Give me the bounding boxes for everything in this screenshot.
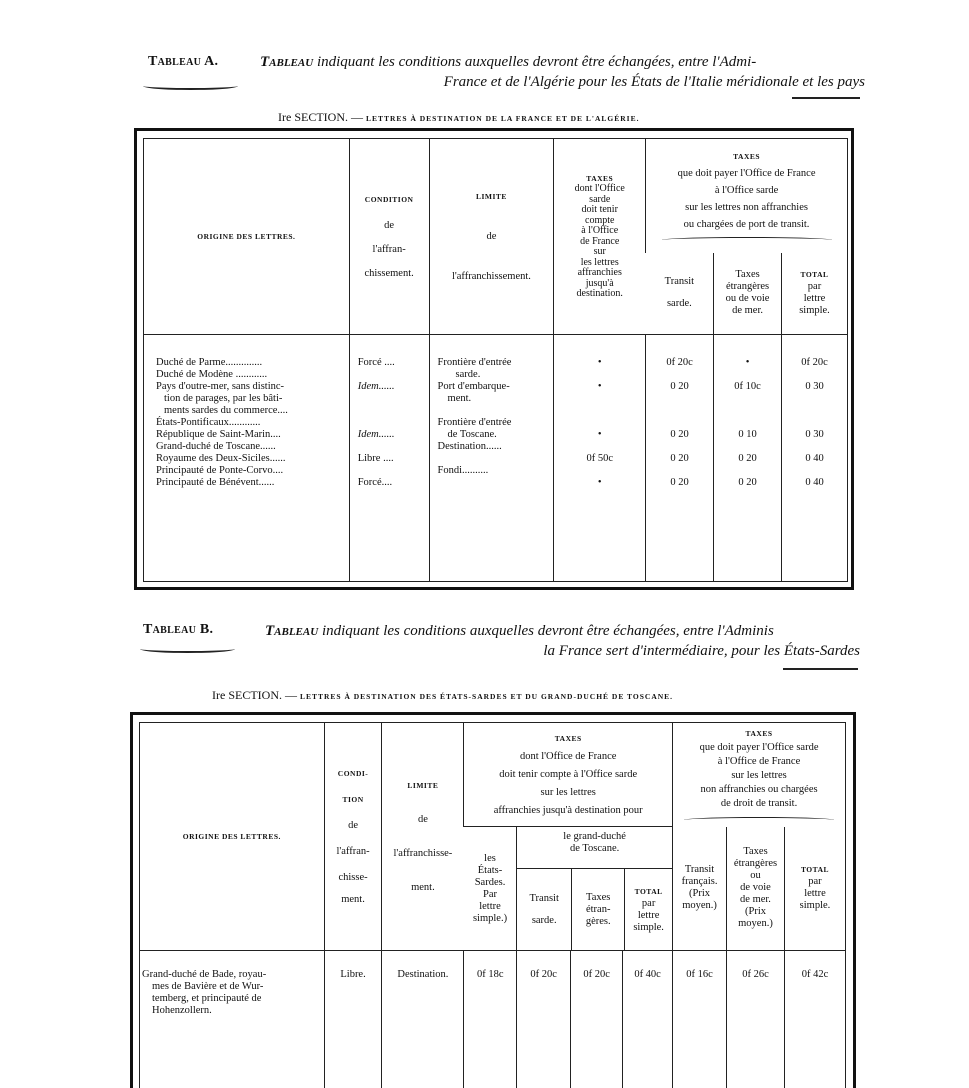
a-ts-h2: sarde xyxy=(589,193,611,205)
b-col-condition xyxy=(324,723,382,951)
b-t1-h2: lettre xyxy=(637,909,660,921)
a-r0-o0: Duché de Parme.............. xyxy=(156,357,263,368)
a-r4-etr: 0 20 xyxy=(738,477,757,488)
a-tr-h1: sarde. xyxy=(666,298,692,310)
b-o2: temberg, et principauté de xyxy=(152,993,262,1004)
tableau-a-title-lead: Tableau xyxy=(260,54,314,70)
tableau-b-flourish xyxy=(140,645,235,653)
tableau-a-table xyxy=(143,138,848,582)
a-r3-sarde: 0f 50c xyxy=(586,453,613,464)
b-ev-h2: ou xyxy=(750,870,761,882)
b-ts-h2: à l'Office de France xyxy=(717,755,801,767)
a-r4-l0: Fondi.......... xyxy=(437,465,489,476)
a-tot-h2: lettre xyxy=(803,293,826,305)
b-tos-h0: le grand-duché xyxy=(563,831,626,842)
a-tot-h0: TOTAL xyxy=(800,270,829,280)
a-r0-transit: 0f 20c xyxy=(666,357,693,368)
tableau-a-section-label: Ire SECTION. — xyxy=(278,110,363,124)
tableau-a-label: Tableau A. xyxy=(148,54,219,69)
b-es-h1: États- xyxy=(477,864,503,876)
a-ts-h11: destination. xyxy=(576,288,623,299)
b-body-limite: Destination. xyxy=(382,951,464,1088)
b-body-origine xyxy=(140,951,325,1088)
b-tf2-h2: (Prix xyxy=(689,888,711,900)
a-r0-l1: sarde. xyxy=(455,369,481,380)
b-cond-h2: de xyxy=(348,819,358,831)
b-col-taxes-sarde xyxy=(673,723,846,827)
b-body-total2: 0f 42c xyxy=(784,951,845,1088)
a-ts-h9: affranchies xyxy=(577,267,622,278)
a-r2-l0: Frontière d'entrée xyxy=(437,417,512,428)
b-trs-h0: Transit xyxy=(529,892,559,904)
tableau-a-flourish xyxy=(143,82,238,90)
b-t2-h3: simple. xyxy=(799,900,831,912)
b-lim-h0: LIMITE xyxy=(407,780,439,790)
a-ts-h5: à l'Office xyxy=(581,225,619,236)
a-r1-sarde: • xyxy=(597,381,602,392)
a-col-total xyxy=(782,253,848,335)
a-col-etrangeres xyxy=(714,253,782,335)
a-r2-l1: de Toscane. xyxy=(447,429,497,440)
b-body-total: 0f 40c xyxy=(623,951,673,1088)
a-ts-h1: dont l'Office xyxy=(574,183,625,194)
a-r1-o1: tion de parages, par les bâti- xyxy=(164,393,283,404)
a-lim-h0: LIMITE xyxy=(475,191,507,201)
tableau-b-title-line2: la France sert d'intermédiaire, pour les États-Sardes xyxy=(543,643,860,659)
a-r0-o1: Duché de Modène ............ xyxy=(156,369,268,380)
b-t1-h0: TOTAL xyxy=(634,886,663,896)
b-ev-h3: de voie xyxy=(740,882,771,894)
b-es-h5: simple.) xyxy=(472,912,508,924)
a-ts-h8: les lettres xyxy=(580,256,619,268)
b-col-origine: ORIGINE DES LETTRES. xyxy=(140,723,325,951)
b-lim-h2: l'affranchisse- xyxy=(393,847,453,859)
a-r1-etr: 0f 10c xyxy=(734,381,761,392)
b-o1: mes de Bavière et de Wur- xyxy=(152,981,264,992)
a-r3-l0: Destination...... xyxy=(437,441,502,452)
tableau-a-title-line2: France et de l'Algérie pour les États de l'Italie méridionale et les pays xyxy=(443,74,865,90)
a-r3-total: 0 40 xyxy=(805,453,824,464)
b-body-transit-fr: 0f 16c xyxy=(673,951,727,1088)
a-tf-h2: à l'Office sarde xyxy=(714,185,779,197)
b-tf2-h0: Transit xyxy=(684,864,715,876)
a-r4-transit: 0 20 xyxy=(670,477,689,488)
b-body-etats: 0f 18c xyxy=(464,951,517,1088)
tableau-a-section-sub: LETTRES À DESTINATION DE LA FRANCE ET DE L'ALGÉRIE. xyxy=(365,114,640,123)
b-cond-h1: TION xyxy=(342,794,364,804)
b-t2-h2: lettre xyxy=(804,888,826,900)
b-cond-h3: l'affran- xyxy=(336,845,370,857)
a-r3-o1: Royaume des Deux-Siciles...... xyxy=(156,453,286,464)
b-body xyxy=(140,951,846,1088)
a-tf-h0: TAXES xyxy=(733,152,761,162)
a-r4-total: 0 40 xyxy=(805,477,824,488)
b-sub-etr xyxy=(571,869,624,950)
a-r1-transit: 0 20 xyxy=(670,381,689,392)
b-ts-h3: sur les lettres xyxy=(731,769,787,781)
a-r4-o1: Principauté de Bénévent...... xyxy=(156,477,275,488)
a-col-taxes-sarde xyxy=(554,139,646,335)
b-col-transit-fr xyxy=(673,827,727,951)
a-tf-h3: sur les lettres non affranchies xyxy=(685,202,808,214)
tableau-b-title-lead: Tableau xyxy=(265,623,319,639)
a-r3-etr: 0 20 xyxy=(738,453,757,464)
a-r1-o0: Pays d'outre-mer, sans distinc- xyxy=(156,381,285,392)
b-toscane-head xyxy=(517,827,672,869)
a-et-h2: ou de voie xyxy=(725,293,770,305)
b-t2-h1: par xyxy=(808,876,822,888)
b-ev-h6: moyen.) xyxy=(738,918,773,930)
a-r2-sarde: • xyxy=(597,429,602,440)
b-tf-h4: affranchies jusqu'à destination pour xyxy=(493,804,643,816)
b-es-h2: Sardes. xyxy=(474,876,506,888)
a-body-etr xyxy=(714,335,782,582)
b-tos-h1: de Toscane. xyxy=(570,843,620,854)
tableau-a-rule xyxy=(792,97,860,99)
tableau-b-table xyxy=(139,722,846,1088)
b-trs-h1: sarde. xyxy=(531,914,557,926)
b-ts-h1: que doit payer l'Office sarde xyxy=(699,741,819,753)
b-cond-h4: chisse- xyxy=(338,871,368,883)
b-col-voie xyxy=(727,827,785,951)
a-body-sarde xyxy=(554,335,646,582)
b-ev-h1: étrangères xyxy=(733,858,778,870)
a-cond-h0: CONDITION xyxy=(364,194,414,204)
a-r2-o0: États-Pontificaux............ xyxy=(156,417,261,428)
a-col-origine: ORIGINE DES LETTRES. xyxy=(144,139,350,335)
a-r3-transit: 0 20 xyxy=(670,453,689,464)
a-body-condition xyxy=(349,335,429,582)
tableau-a-title-line1: indiquant les conditions auxquelles devront être échangées, entre l'Admi- xyxy=(316,54,757,70)
a-tf-h4: ou chargées de port de transit. xyxy=(683,219,810,231)
a-body-limite xyxy=(429,335,554,582)
tableau-a-title xyxy=(260,53,860,71)
a-ts-h7: sur xyxy=(593,246,606,257)
b-te-h0: Taxes xyxy=(586,891,611,903)
b-cond-h0: CONDI- xyxy=(337,768,369,778)
b-ev-h0: Taxes xyxy=(743,846,768,858)
tableau-b-section-sub: LETTRES À DESTINATION DES ÉTATS-SARDES ET DU GRAND-DUCHÉ DE TOSCANE. xyxy=(299,692,674,701)
a-r2-total: 0 30 xyxy=(805,429,824,440)
b-cond-h5: ment. xyxy=(341,893,365,905)
a-tot-h1: par xyxy=(807,281,822,293)
tableau-b-title-line1: indiquant les conditions auxquelles devront être échangées, entre l'Adminis xyxy=(321,623,774,639)
a-ts-h6: de France xyxy=(580,235,620,247)
b-ev-h4: de mer. xyxy=(740,894,771,906)
b-t1-h1: par xyxy=(641,897,656,909)
a-lim-h2: l'affranchissement. xyxy=(451,270,531,282)
a-tf-h1: que doit payer l'Office de France xyxy=(677,168,816,180)
b-ts-brace xyxy=(684,817,834,823)
b-t1-h3: simple. xyxy=(633,921,664,933)
a-r4-o0: Principauté de Ponte-Corvo.... xyxy=(156,465,284,476)
b-ts-h4: non affranchies ou chargées xyxy=(700,783,818,795)
a-r1-o2: ments sardes du commerce.... xyxy=(164,405,288,416)
a-r1-cond: Idem...... xyxy=(357,381,395,392)
tableau-b-label: Tableau B. xyxy=(143,622,214,637)
a-ts-h4: compte xyxy=(585,214,615,226)
b-body-voie: 0f 26c xyxy=(727,951,785,1088)
b-ts-h0: TAXES xyxy=(745,728,773,738)
b-t2-h0: TOTAL xyxy=(800,865,830,875)
a-lim-h1: de xyxy=(486,230,497,242)
a-ts-h10: jusqu'à xyxy=(585,277,614,289)
a-col-condition xyxy=(349,139,429,335)
b-es-h3: Par xyxy=(483,888,498,900)
a-r2-etr: 0 10 xyxy=(738,429,757,440)
b-te-h1: étran- xyxy=(585,903,611,915)
a-r3-cond: Libre .... xyxy=(357,453,394,464)
b-col-limite xyxy=(382,723,464,951)
b-tf-h2: doit tenir compte à l'Office sarde xyxy=(499,768,638,780)
a-r0-cond: Forcé .... xyxy=(357,357,395,368)
tableau-b-title xyxy=(265,622,865,640)
a-r3-o0: Grand-duché de Toscane...... xyxy=(156,441,276,452)
a-et-h3: de mer. xyxy=(732,305,763,317)
a-r1-total: 0 30 xyxy=(805,381,824,392)
b-toscane-sub xyxy=(517,869,672,950)
b-te-h2: gères. xyxy=(585,915,611,927)
b-o0: Grand-duché de Bade, royau- xyxy=(142,969,267,980)
a-body xyxy=(144,335,848,582)
b-body-etr: 0f 20c xyxy=(571,951,623,1088)
a-ts-h0: TAXES xyxy=(586,173,614,183)
a-r2-transit: 0 20 xyxy=(670,429,689,440)
tableau-b-section xyxy=(212,688,673,703)
tableau-b-rule xyxy=(783,668,858,670)
a-body-total xyxy=(782,335,848,582)
a-tr-h0: Transit xyxy=(664,276,695,288)
b-col-toscane xyxy=(517,827,673,951)
b-es-h4: lettre xyxy=(479,900,501,912)
b-col-etats xyxy=(464,827,517,951)
a-r4-cond: Forcé.... xyxy=(357,477,393,488)
tableau-b-section-label: Ire SECTION. — xyxy=(212,688,297,702)
a-r2-o1: République de Saint-Marin.... xyxy=(156,429,281,440)
a-body-transit xyxy=(646,335,714,582)
b-tf-h0: TAXES xyxy=(554,733,582,743)
a-r1-l1: ment. xyxy=(447,393,472,404)
b-body-condition: Libre. xyxy=(324,951,382,1088)
a-body-origine xyxy=(144,335,350,582)
b-ts-h5: de droit de transit. xyxy=(720,797,798,809)
b-tf-h3: sur les lettres xyxy=(540,786,596,798)
b-sub-total xyxy=(624,869,672,950)
a-et-h1: étrangères xyxy=(725,281,770,293)
a-r1-l0: Port d'embarque- xyxy=(437,381,510,392)
b-col-total2 xyxy=(784,827,845,951)
b-es-h0: les xyxy=(484,852,496,864)
b-tf2-h1: français. xyxy=(681,876,718,888)
a-r0-sarde: • xyxy=(597,357,602,368)
b-tf-h1: dont l'Office de France xyxy=(519,750,617,762)
b-sub-transit xyxy=(517,869,571,950)
a-col-transit xyxy=(646,253,714,335)
a-tot-h3: simple. xyxy=(799,305,830,317)
b-o3: Hohenzollern. xyxy=(152,1005,212,1016)
a-r0-total: 0f 20c xyxy=(801,357,828,368)
a-r0-l0: Frontière d'entrée xyxy=(437,357,512,368)
b-body-transit: 0f 20c xyxy=(517,951,571,1088)
b-col-taxes-france xyxy=(464,723,673,827)
a-cond-h2: l'affran- xyxy=(372,243,406,255)
a-col-taxes-france xyxy=(646,139,848,253)
a-r0-etr: • xyxy=(745,357,750,368)
a-col-limite xyxy=(429,139,554,335)
a-r4-sarde: • xyxy=(597,477,602,488)
b-lim-h3: ment. xyxy=(411,881,435,893)
a-ts-h3: doit tenir xyxy=(581,204,618,215)
a-et-h0: Taxes xyxy=(735,269,760,281)
tableau-a-section xyxy=(278,110,639,125)
a-cond-h1: de xyxy=(384,219,395,231)
a-cond-h3: chissement. xyxy=(364,267,414,279)
b-lim-h1: de xyxy=(417,813,428,825)
a-tf-brace xyxy=(662,237,832,243)
a-r2-cond: Idem...... xyxy=(357,429,395,440)
b-ev-h5: (Prix xyxy=(744,906,766,918)
b-tf2-h3: moyen.) xyxy=(682,900,717,912)
